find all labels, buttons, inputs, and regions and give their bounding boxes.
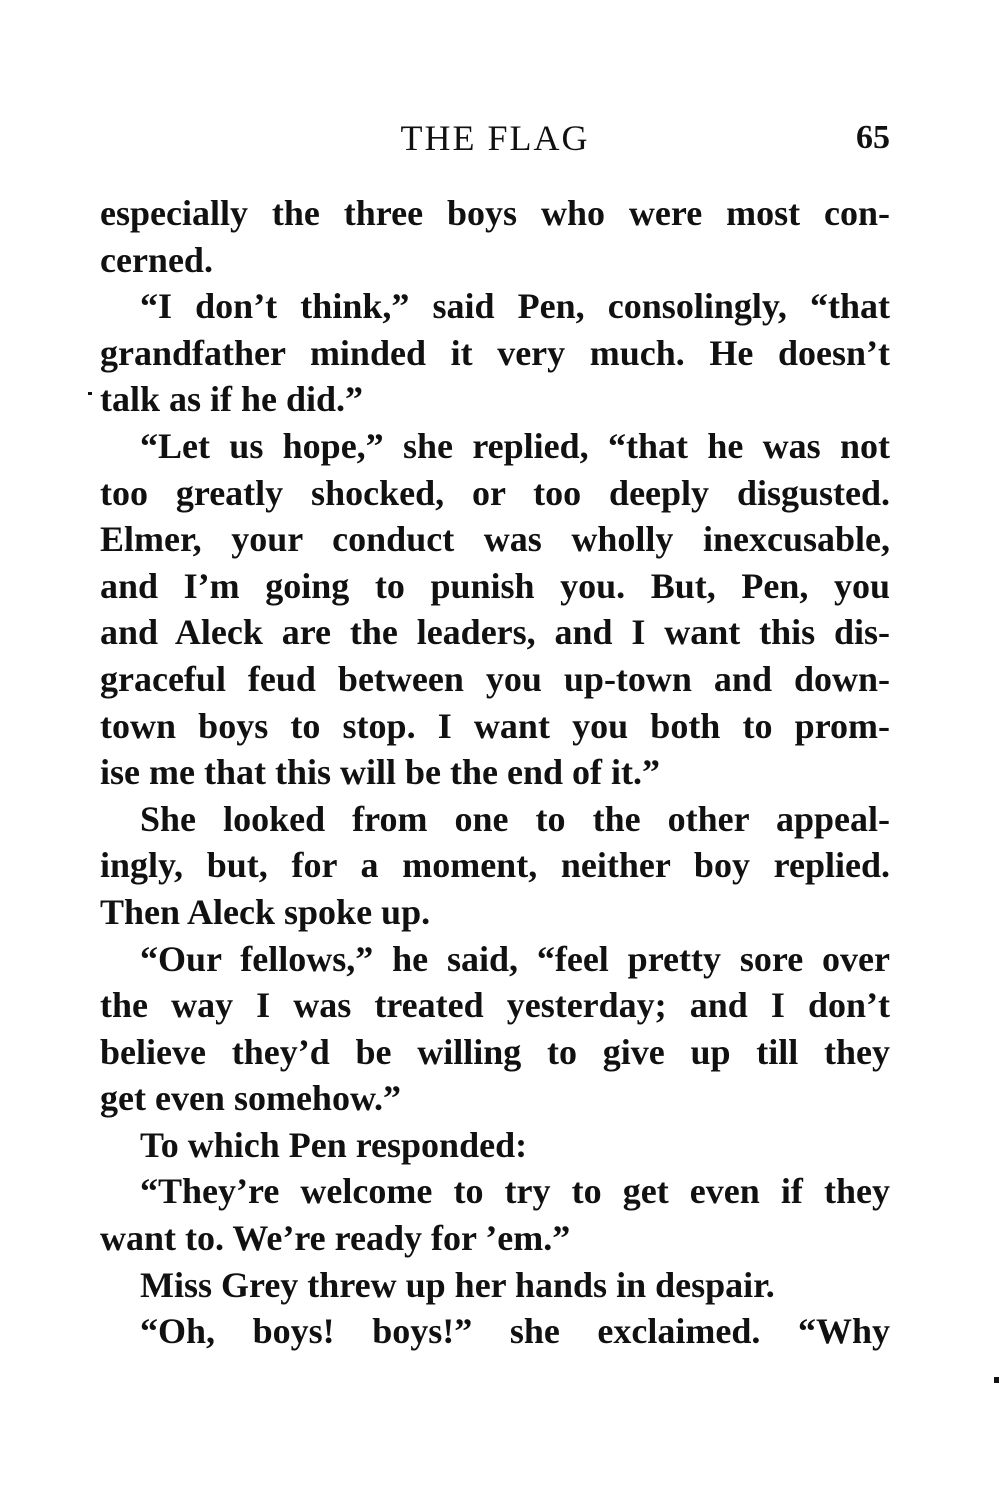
text-line: graceful feud between you up-town and down- xyxy=(100,658,890,699)
page-header xyxy=(100,112,890,164)
text-line: too greatly shocked, or too deeply disgusted. xyxy=(100,472,890,513)
text-line: “They’re welcome to try to get even if they xyxy=(140,1171,890,1212)
text-line: the way I was treated yesterday; and I don’t xyxy=(100,985,890,1026)
edge-mark xyxy=(994,1377,999,1383)
text-line: believe they’d be willing to give up till they xyxy=(100,1031,890,1072)
text-line: get even somehow.” xyxy=(100,1078,401,1119)
margin-mark xyxy=(88,392,92,395)
text-line: talk as if he did.” xyxy=(100,379,364,420)
text-line: town boys to stop. I want you both to prom- xyxy=(100,705,890,746)
text-line: Elmer, your conduct was wholly inexcusable, xyxy=(100,519,890,560)
text-line: and Aleck are the leaders, and I want this dis- xyxy=(100,612,890,653)
text-line: Then Aleck spoke up. xyxy=(100,891,431,932)
text-line: To which Pen responded: xyxy=(140,1124,528,1165)
page-number: 65 xyxy=(856,119,890,156)
text-line: ise me that this will be the end of it.” xyxy=(100,752,660,793)
text-line: want to. We’re ready for ’em.” xyxy=(100,1218,571,1259)
text-line: ingly, but, for a moment, neither boy replied. xyxy=(100,845,890,886)
text-line: “Oh, boys! boys!” she exclaimed. “Why xyxy=(140,1311,890,1352)
text-line: Miss Grey threw up her hands in despair. xyxy=(140,1264,775,1305)
text-line: “I don’t think,” said Pen, consolingly, “that xyxy=(140,286,890,327)
text-line: “Let us hope,” she replied, “that he was not xyxy=(140,425,890,466)
body-text xyxy=(100,190,890,1355)
text-line: grandfather minded it very much. He doesn’t xyxy=(100,332,890,373)
text-line: cerned. xyxy=(100,239,213,280)
text-line: She looked from one to the other appeal- xyxy=(140,798,890,839)
text-line: and I’m going to punish you. But, Pen, you xyxy=(100,565,890,606)
text-line: especially the three boys who were most con- xyxy=(100,193,890,233)
text-line: “Our fellows,” he said, “feel pretty sore over xyxy=(140,938,890,979)
running-title: THE FLAG xyxy=(400,118,590,158)
